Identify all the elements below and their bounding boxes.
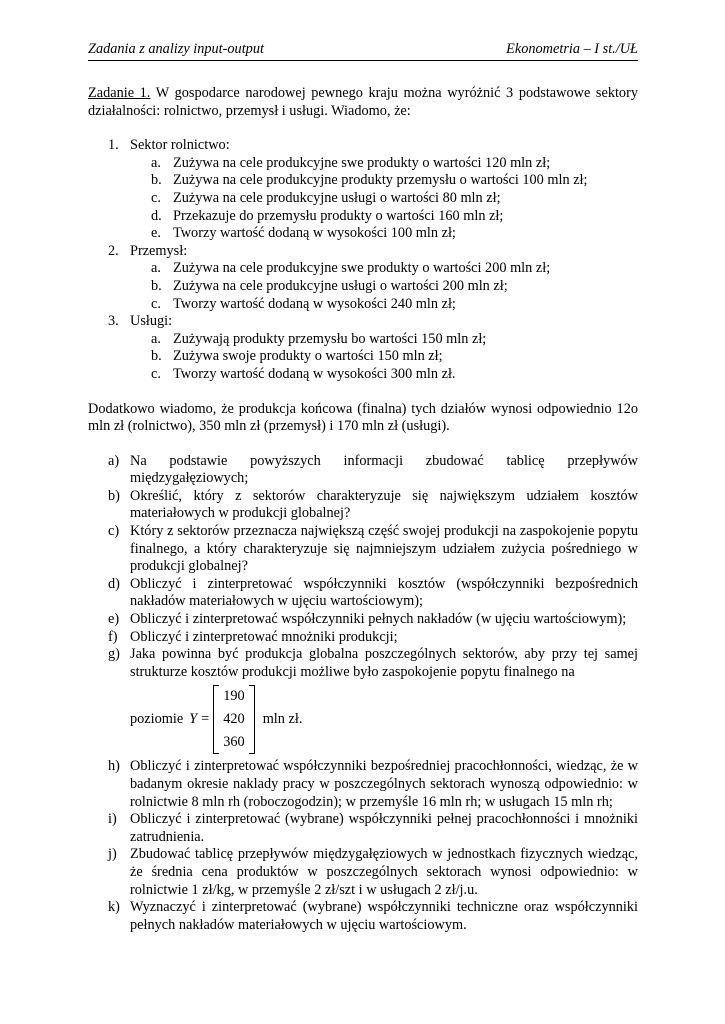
sub-letter: d. <box>151 207 162 224</box>
task-item <box>88 611 638 629</box>
vector-line <box>130 685 638 754</box>
sub-letter: c. <box>151 189 161 206</box>
sector-sublist <box>130 155 638 243</box>
sub-letter: b. <box>151 348 162 365</box>
sector-item <box>88 137 638 243</box>
task-text: Określić, który z sektorów charakteryzuje się największym udziałem kosztów materiałowych w produkcji globalnej? <box>130 487 638 522</box>
task-letter: i) <box>108 811 117 828</box>
task-item <box>88 758 638 811</box>
task-letter: j) <box>108 846 117 863</box>
task-text: Wyznaczyć i zinterpretować (wybrane) współczynniki techniczne oraz współczynniki pełnych nakładów materiałowych w ujęciu wartościowym. <box>130 899 638 933</box>
task-item <box>88 453 638 488</box>
sub-item <box>88 208 638 226</box>
task-item <box>88 646 638 754</box>
task-label: Zadanie 1. <box>88 85 151 101</box>
sub-letter: b. <box>151 277 162 294</box>
unit-text: mln zł. <box>262 711 303 728</box>
sector-item <box>88 243 638 313</box>
task-item <box>88 899 638 934</box>
sector-title: Usługi: <box>130 313 173 330</box>
column-vector <box>213 685 254 754</box>
sub-text: Zużywa na cele produkcyjne usługi o wartości 80 mln zł; <box>173 189 501 206</box>
sub-item <box>88 366 638 384</box>
page-header <box>88 40 638 61</box>
sub-text: Tworzy wartość dodaną w wysokości 300 mln zł. <box>173 365 456 382</box>
sub-text: Zużywa na cele produkcyjne produkty przemysłu o wartości 100 mln zł; <box>173 172 588 189</box>
sector-number: 2. <box>108 242 119 259</box>
sub-item <box>88 260 638 278</box>
sub-item <box>88 331 638 349</box>
task-text: Jaka powinna być produkcja globalna poszczególnych sektorów, aby przy tej samej strukturze kosztów produkcji możliwe było zaspokojenie popytu finalnego na <box>130 646 638 680</box>
task-item <box>88 629 638 647</box>
task-text: Obliczyć i zinterpretować (wybrane) współczynniki pełnej pracochłonności i mnożniki zatrudnienia. <box>130 811 638 845</box>
task-text: Na podstawie powyższych informacji zbudować tablicę przepływów międzygałęziowych; <box>130 452 638 487</box>
task-letter: c) <box>108 523 120 540</box>
sub-item <box>88 155 638 173</box>
intro-text: W gospodarce narodowej pewnego kraju można wyróżnić 3 podstawowe sektory działalności: rolnictwo, przemysł i usługi. Wiadomo, że: <box>88 85 638 119</box>
sub-item <box>88 172 638 190</box>
sub-text: Zużywają produkty przemysłu bo wartości 150 mln zł; <box>173 330 487 347</box>
task-letter: d) <box>108 575 120 592</box>
sector-number: 1. <box>108 137 119 154</box>
task-item <box>88 523 638 576</box>
sub-letter: a. <box>151 260 161 277</box>
sector-list <box>88 137 638 383</box>
task-text: Obliczyć i zinterpretować współczynniki kosztów (współczynniki bezpośrednich nakładów materiałowych w ujęciu wartościowym); <box>130 575 638 610</box>
task-item <box>88 488 638 523</box>
sub-letter: a. <box>151 154 161 171</box>
content <box>88 85 638 934</box>
sector-title: Przemysł: <box>130 242 188 259</box>
task-item <box>88 811 638 846</box>
sub-text: Zużywa na cele produkcyjne usługi o wartości 200 mln zł; <box>173 277 508 294</box>
additional-paragraph: Dodatkowo wiadomo, że produkcja końcowa (finalna) tych działów wynosi odpowiednio 12o mln zł (rolnictwo), 350 mln zł (przemysł) i 170 mln zł (usługi). <box>88 400 638 435</box>
sector-title: Sektor rolnictwo: <box>130 137 230 154</box>
task-letter: h) <box>108 758 120 775</box>
sub-text: Przekazuje do przemysłu produkty o wartości 160 mln zł; <box>173 207 504 224</box>
vector-value: 420 <box>223 711 245 728</box>
sub-letter: b. <box>151 172 162 189</box>
header-left: Zadania z analizy input-output <box>88 41 264 57</box>
task-text: Który z sektorów przeznacza największą część swojej produkcji na zaspokojenie popytu finalnego, a który charakteryzuje się najmniejszym udziałem zużycia pośredniego w produkcji globalnej? <box>130 523 638 575</box>
task-letter: e) <box>108 611 120 628</box>
task-letter: f) <box>108 628 118 645</box>
sector-sublist <box>130 260 638 313</box>
level-text: poziomie <box>130 711 184 728</box>
header-right: Ekonometria – I st./UŁ <box>506 41 638 57</box>
sub-item <box>88 225 638 243</box>
sub-letter: e. <box>151 225 161 242</box>
task-text: Obliczyć i zinterpretować współczynniki bezpośredniej pracochłonności, wiedząc, że w badanym okresie naklady pracy w poszczególnych sektorach wynoszą odpowiednio: w rolnictwie 8 mln rh (roboczogodzin); w przemyśle 16 mln rh; w usługach 15 mln rh; <box>130 758 638 810</box>
task-text: Obliczyć i zinterpretować współczynniki pełnych nakładów (w ujęciu wartościowym); <box>130 611 627 628</box>
sub-text: Zużywa na cele produkcyjne swe produkty o wartości 200 mln zł; <box>173 260 551 277</box>
sub-item <box>88 278 638 296</box>
task-letter: k) <box>108 899 120 916</box>
sub-letter: c. <box>151 295 161 312</box>
sub-text: Tworzy wartość dodaną w wysokości 100 mln zł; <box>173 225 456 242</box>
task-item <box>88 846 638 899</box>
sub-item <box>88 190 638 208</box>
intro-paragraph <box>88 85 638 120</box>
task-letter: b) <box>108 487 120 504</box>
equals-sign: = <box>201 711 210 728</box>
sub-letter: a. <box>151 330 161 347</box>
sub-text: Tworzy wartość dodaną w wysokości 240 mln zł; <box>173 295 456 312</box>
vector-value: 360 <box>223 734 245 751</box>
vector-value: 190 <box>223 688 245 705</box>
sector-item <box>88 313 638 383</box>
task-letter: g) <box>108 646 120 663</box>
sub-item <box>88 296 638 314</box>
vector-variable: Y <box>189 711 198 728</box>
sub-text: Zużywa swoje produkty o wartości 150 mln zł; <box>173 348 443 365</box>
sub-letter: c. <box>151 365 161 382</box>
task-text: Obliczyć i zinterpretować mnożniki produkcji; <box>130 628 398 645</box>
sub-text: Zużywa na cele produkcyjne swe produkty o wartości 120 mln zł; <box>173 154 551 171</box>
task-text: Zbudować tablicę przepływów międzygałęziowych w jednostkach fizycznych wiedząc, że średnia cena produktów w poszczególnych sektorach wynosi odpowiednio: w rolnictwie 1 zł/kg, w przemyśle 2 zł/szt i w usługach 2 zł/j.u. <box>130 846 638 898</box>
sub-item <box>88 348 638 366</box>
task-item <box>88 576 638 611</box>
task-list <box>88 453 638 935</box>
task-letter: a) <box>108 452 120 469</box>
sector-sublist <box>130 331 638 384</box>
sector-number: 3. <box>108 313 119 330</box>
